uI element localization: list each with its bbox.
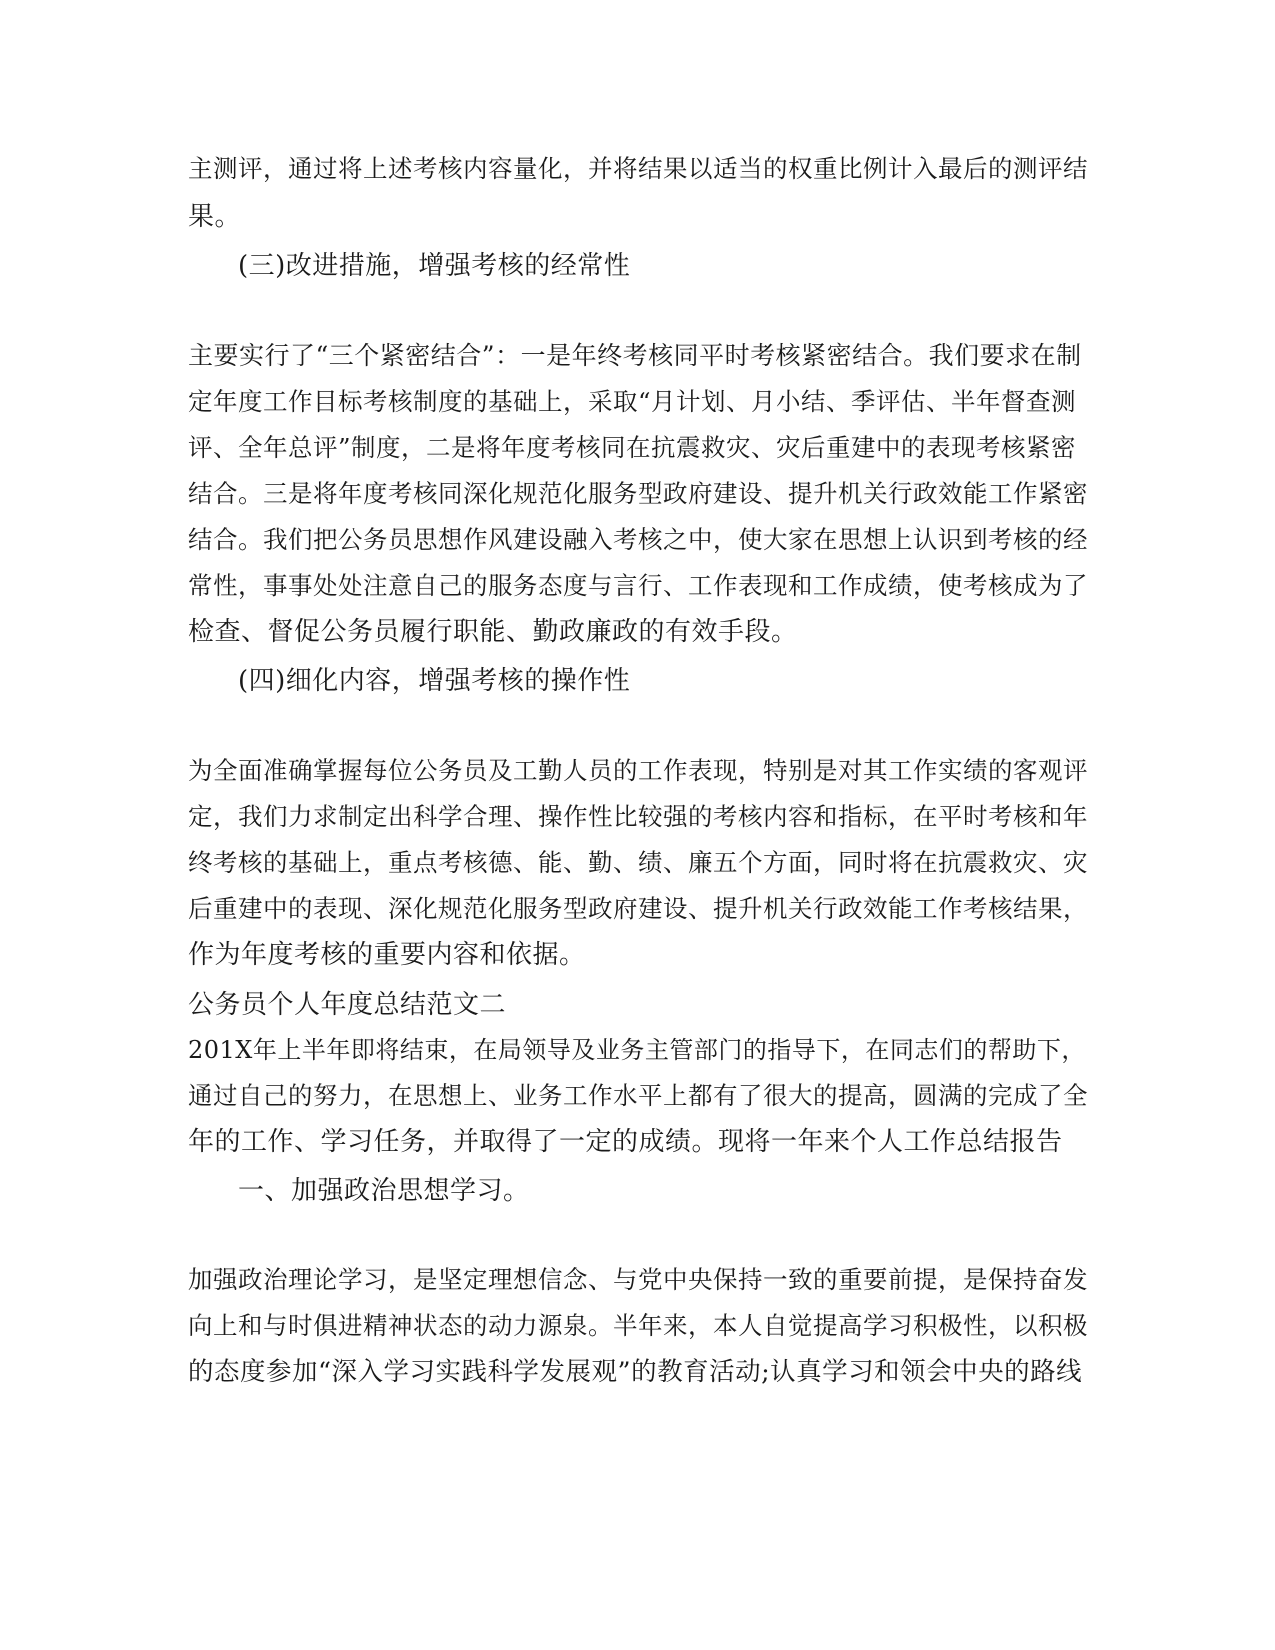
body-text-line: 为全面准确掌握每位公务员及工勤人员的工作表现，特别是对其工作实绩的客观评 (188, 756, 1088, 785)
body-text-line: 的态度参加“深入学习实践科学发展观”的教育活动;认真学习和领会中央的路线 (188, 1357, 1083, 1387)
body-text-line: 主测评，通过将上述考核内容量化，并将结果以适当的权重比例计入最后的测评结 (188, 154, 1088, 183)
body-text-line: 向上和与时俱进精神状态的动力源泉。半年来，本人自觉提高学习积极性，以积极 (188, 1311, 1088, 1340)
body-text-line: 常性，事事处处注意自己的服务态度与言行、工作表现和工作成绩，使考核成为了 (188, 571, 1088, 600)
body-text-line: 评、全年总评”制度，二是将年度考核同在抗震救灾、灾后重建中的表现考核紧密 (188, 433, 1077, 462)
document-title: 公务员个人年度总结范文二 (188, 990, 507, 1020)
body-text-line: 通过自己的努力，在思想上、业务工作水平上都有了很大的提高，圆满的完成了全 (188, 1081, 1088, 1110)
body-text-line: 后重建中的表现、深化规范化服务型政府建设、提升机关行政效能工作考核结果， (188, 894, 1088, 923)
body-text-line: 作为年度考核的重要内容和依据。 (188, 940, 586, 970)
section-heading-4: (四)细化内容，增强考核的操作性 (238, 666, 631, 696)
body-text-line: 定年度工作目标考核制度的基础上，采取“月计划、月小结、季评估、半年督查测 (188, 387, 1077, 416)
body-text-line: 终考核的基础上，重点考核德、能、勤、绩、廉五个方面，同时将在抗震救灾、灾 (188, 848, 1088, 877)
body-text-line: 结合。三是将年度考核同深化规范化服务型政府建设、提升机关行政效能工作紧密 (188, 479, 1088, 508)
body-text-line: 主要实行了“三个紧密结合”：一是年终考核同平时考核紧密结合。我们要求在制 (188, 341, 1082, 370)
section-heading-1: 一、加强政治思想学习。 (238, 1176, 530, 1206)
body-text-line: 检查、督促公务员履行职能、勤政廉政的有效手段。 (188, 617, 798, 647)
body-text-line: 结合。我们把公务员思想作风建设融入考核之中，使大家在思想上认识到考核的经 (188, 525, 1088, 554)
body-text-line: 果。 (188, 202, 242, 232)
section-heading-3: (三)改进措施，增强考核的经常性 (238, 251, 631, 281)
body-text-line: 年的工作、学习任务，并取得了一定的成绩。现将一年来个人工作总结报告 (188, 1127, 1063, 1157)
body-text-line: 定，我们力求制定出科学合理、操作性比较强的考核内容和指标，在平时考核和年 (188, 802, 1088, 831)
body-text-line: 201X年上半年即将结束，在局领导及业务主管部门的指导下，在同志们的帮助下， (188, 1036, 1086, 1064)
body-text-line: 加强政治理论学习，是坚定理想信念、与党中央保持一致的重要前提，是保持奋发 (188, 1265, 1088, 1294)
